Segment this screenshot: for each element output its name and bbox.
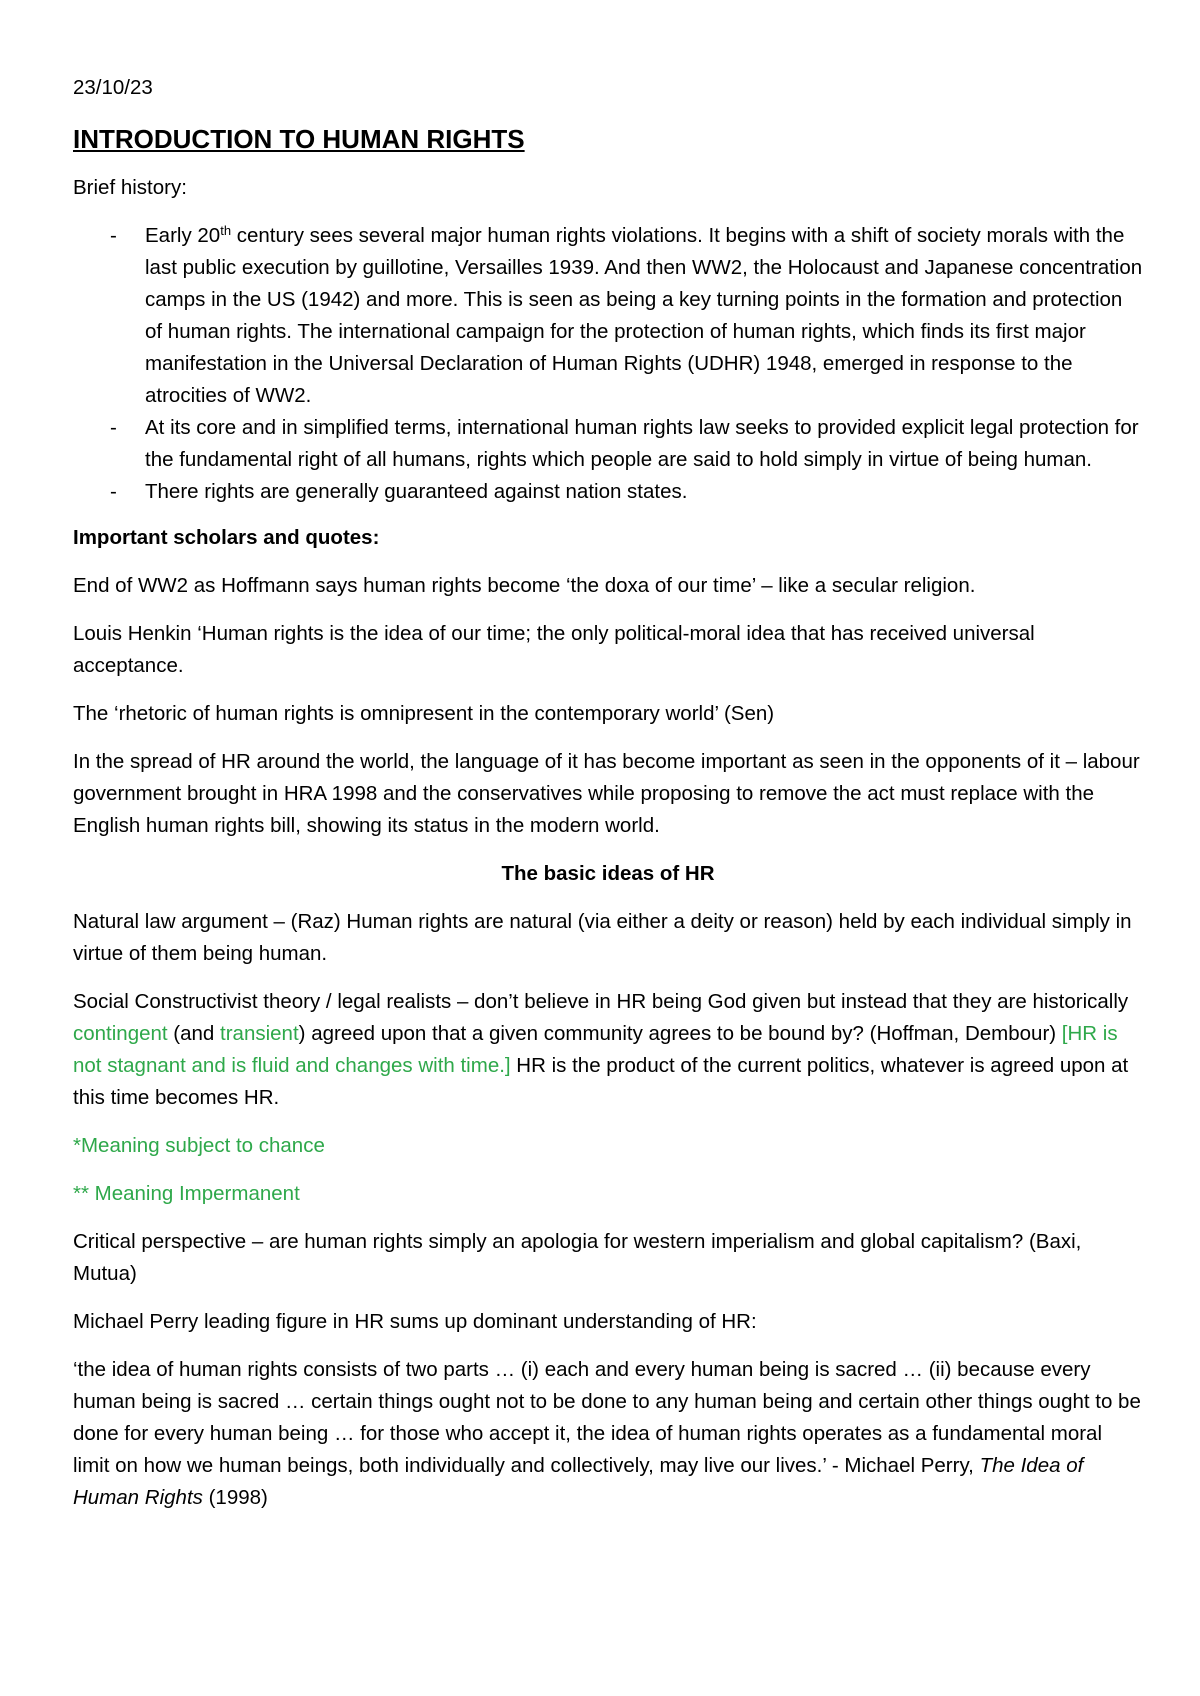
bullet-item xyxy=(73,476,1143,508)
paragraph-perry-intro: Michael Perry leading figure in HR sums up dominant understanding of HR: xyxy=(73,1310,757,1333)
paragraph-henkin: Louis Henkin ‘Human rights is the idea of our time; the only political-moral idea that has received universal acceptance. xyxy=(73,622,1035,677)
paragraph-spread: In the spread of HR around the world, the language of it has become important as seen in the opponents of it – labour government brought in HRA 1998 and the conservatives while proposing to remove the act must replace with the English human rights bill, showing its status in the modern world. xyxy=(73,750,1140,837)
bullet-item xyxy=(73,220,1143,412)
bullet-text-rest: century sees several major human rights violations. It begins with a shift of society morals with the last public execution by guillotine, Versailles 1939. And then WW2, the Holocaust and Japanese concentration camps in the US (1942) and more. This is seen as being a key turning points in the formation and protection of human rights. The international campaign for the protection of human rights, which finds its first major manifestation in the Universal Declaration of Human Rights (UDHR) 1948, emerged in response to the atrocities of WW2. xyxy=(145,224,1143,407)
bullet-dash: - xyxy=(110,416,117,439)
section-heading-scholars: Important scholars and quotes: xyxy=(73,526,380,549)
bullet-text: There rights are generally guaranteed against nation states. xyxy=(145,480,688,503)
history-bullet-list xyxy=(73,220,1143,508)
highlight-fluid-note: [HR is not stagnant and is fluid and changes with time.] xyxy=(73,1022,1118,1077)
brief-history-label: Brief history: xyxy=(73,176,187,199)
document-page xyxy=(73,72,1143,1530)
book-title: The Idea of Human Rights xyxy=(73,1454,1084,1509)
highlight-transient: transient xyxy=(220,1022,299,1045)
paragraph-hoffmann: End of WW2 as Hoffmann says human rights become ‘the doxa of our time’ – like a secular religion. xyxy=(73,574,976,597)
bullet-dash: - xyxy=(110,224,117,247)
text-run: (and xyxy=(167,1022,221,1045)
quote-text: ‘the idea of human rights consists of two parts … (i) each and every human being is sacred … (ii) because every human being is sacred … certain things ought not to be done to any human being and certain other things ought to be done for every human being … for those who accept it, the idea of human rights operates as a fundamental moral limit on how we human beings, both individually and collectively, may live our lives.’ - Michael Perry, xyxy=(73,1358,1141,1477)
note-impermanent: ** Meaning Impermanent xyxy=(73,1182,300,1205)
highlight-contingent: contingent xyxy=(73,1022,168,1045)
text-run: ) agreed upon that a given community agrees to be bound by? (Hoffman, Dembour) xyxy=(298,1022,1062,1045)
section-heading-basic-ideas: The basic ideas of HR xyxy=(501,862,715,885)
superscript-th: th xyxy=(220,223,232,238)
date: 23/10/23 xyxy=(73,76,153,99)
text-run: Social Constructivist theory / legal realists – don’t believe in HR being God given but instead that they are historically xyxy=(73,990,1129,1013)
paragraph-natural-law: Natural law argument – (Raz) Human rights are natural (via either a deity or reason) held by each individual simply in virtue of them being human. xyxy=(73,910,1132,965)
bullet-text-start: Early 20 xyxy=(145,224,221,247)
quote-year: (1998) xyxy=(202,1486,268,1509)
perry-quote xyxy=(73,1354,1143,1514)
bullet-dash: - xyxy=(110,480,117,503)
text-run: HR is the product of the current politics, whatever is agreed upon at this time becomes HR. xyxy=(73,1054,1129,1109)
bullet-text: At its core and in simplified terms, international human rights law seeks to provided explicit legal protection for the fundamental right of all humans, rights which people are said to hold simply in virtue of being human. xyxy=(145,416,1139,471)
bullet-item xyxy=(73,412,1143,476)
paragraph-sen: The ‘rhetoric of human rights is omnipresent in the contemporary world’ (Sen) xyxy=(73,702,775,725)
note-chance: *Meaning subject to chance xyxy=(73,1134,325,1157)
paragraph-social-constructivist xyxy=(73,986,1143,1114)
paragraph-critical: Critical perspective – are human rights simply an apologia for western imperialism and global capitalism? (Baxi, Mutua) xyxy=(73,1230,1082,1285)
page-title: INTRODUCTION TO HUMAN RIGHTS xyxy=(73,124,525,154)
